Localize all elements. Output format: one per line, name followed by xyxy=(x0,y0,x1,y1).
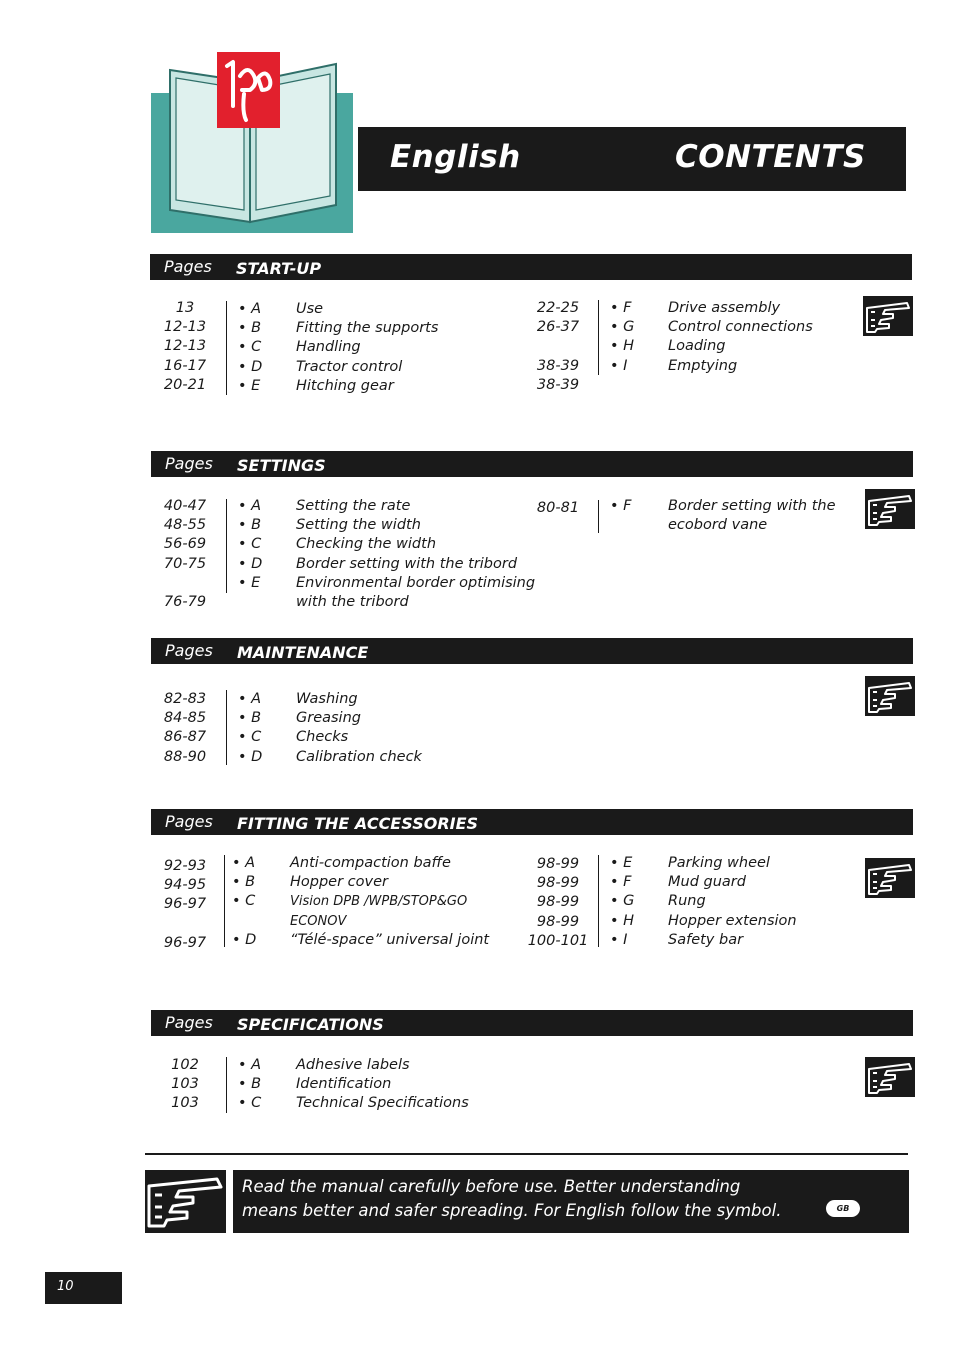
page-numbers-column xyxy=(518,855,598,951)
item-labels-column xyxy=(296,300,438,396)
item-letter: • E xyxy=(238,377,261,394)
page-number: 100-101 xyxy=(527,932,589,949)
page-number: 88-90 xyxy=(163,748,207,765)
pages-label: Pages xyxy=(165,812,213,831)
page-number: 86-87 xyxy=(163,729,207,746)
page-number: 98-99 xyxy=(536,856,580,872)
item-letters-column xyxy=(238,1056,261,1114)
page-numbers-column xyxy=(145,690,225,767)
toc-item-link[interactable]: Rung xyxy=(668,893,706,910)
pages-label: Pages xyxy=(165,641,213,660)
language-title: English xyxy=(390,139,521,175)
item-letters-column xyxy=(610,854,634,950)
item-letter: • F xyxy=(610,498,632,514)
item-labels-column xyxy=(668,299,813,376)
toc-item-link[interactable]: ECONOV xyxy=(290,913,347,929)
pointing-hand-icon xyxy=(865,489,915,529)
page-number: 56-69 xyxy=(163,536,207,553)
page-number: 82-83 xyxy=(163,691,207,707)
page-number: 16-17 xyxy=(163,357,207,374)
toc-item-link[interactable]: Control connections xyxy=(668,319,813,336)
page-numbers-column xyxy=(145,497,225,612)
item-letter: • A xyxy=(238,691,262,707)
item-letter: • F xyxy=(610,874,632,891)
toc-item-link[interactable]: Parking wheel xyxy=(668,855,770,871)
toc-item-link[interactable]: Hopper cover xyxy=(290,874,388,891)
item-letters-column xyxy=(238,497,262,593)
item-letters-column xyxy=(610,497,632,516)
page-number: 12-13 xyxy=(163,319,207,336)
pointing-hand-icon xyxy=(863,296,913,336)
item-letter: • D xyxy=(238,748,263,765)
pointing-hand-icon xyxy=(865,1057,915,1097)
page-number: 26-37 xyxy=(536,319,580,336)
toc-item-link[interactable]: Handling xyxy=(296,339,361,356)
language-badge: GB xyxy=(826,1200,860,1217)
pointing-hand-icon xyxy=(865,676,915,716)
page-number: 84-85 xyxy=(163,710,207,727)
page-numbers-column xyxy=(518,499,598,518)
section-bar-maintenance xyxy=(151,638,913,664)
page-number: 48-55 xyxy=(163,517,207,534)
toc-item-link[interactable]: Anti-compaction baffe xyxy=(290,855,451,871)
toc-item-link[interactable]: Hitching gear xyxy=(296,377,394,394)
item-letter: • C xyxy=(238,1095,262,1112)
section-title: START-UP xyxy=(236,259,322,278)
item-letter: • A xyxy=(238,1057,262,1073)
item-letter: • C xyxy=(238,536,262,553)
pointing-hand-icon xyxy=(145,1170,226,1233)
page-numbers-column xyxy=(145,1056,225,1114)
item-labels-column xyxy=(668,854,797,950)
page-number: 20-21 xyxy=(163,376,207,393)
column-divider xyxy=(598,500,599,533)
toc-item-link[interactable]: Loading xyxy=(668,338,726,355)
page-numbers-column xyxy=(145,299,225,395)
toc-item-link[interactable]: Hopper extension xyxy=(668,912,797,929)
page-number: 12-13 xyxy=(163,338,207,355)
item-letter: • B xyxy=(238,1076,262,1093)
item-letters-column xyxy=(238,690,262,767)
page-number: 92-93 xyxy=(163,858,207,874)
page-number: 103 xyxy=(171,1095,199,1112)
page-number xyxy=(145,574,225,593)
item-letter: • G xyxy=(610,319,635,336)
toc-item-link[interactable]: Use xyxy=(296,301,324,317)
toc-item-link[interactable]: Environmental border optimising xyxy=(296,574,536,591)
item-letter: • D xyxy=(232,931,257,948)
section-title: FITTING THE ACCESSORIES xyxy=(237,814,479,833)
item-letters-column xyxy=(238,300,262,396)
page-number xyxy=(518,337,598,356)
section-title: SPECIFICATIONS xyxy=(237,1015,384,1034)
page-number-label: 10 xyxy=(57,1279,74,1294)
pages-label: Pages xyxy=(164,257,212,276)
company-logo xyxy=(217,52,280,128)
item-letter: • B xyxy=(238,710,262,727)
page-number: 40-47 xyxy=(163,498,207,514)
item-labels-column xyxy=(296,690,422,767)
item-letter xyxy=(232,912,256,931)
safety-note-line: means better and safer spreading. For English follow the symbol. xyxy=(242,1200,782,1220)
footer-divider xyxy=(145,1153,908,1155)
section-bar-specifications xyxy=(151,1010,913,1036)
pointing-hand-icon xyxy=(865,858,915,898)
column-divider xyxy=(226,301,227,395)
toc-item-link[interactable]: Tractor control xyxy=(296,358,403,375)
toc-item-link[interactable]: Calibration check xyxy=(296,748,422,765)
page-numbers-column xyxy=(145,857,225,953)
item-letter: • G xyxy=(610,893,635,910)
column-divider xyxy=(226,690,227,765)
page-number: 13 xyxy=(175,300,195,316)
page-number: 94-95 xyxy=(163,877,207,894)
toc-item-link[interactable]: Mud guard xyxy=(668,874,746,891)
column-divider xyxy=(224,855,225,947)
item-letter: • E xyxy=(610,855,633,871)
pages-label: Pages xyxy=(165,1013,213,1032)
item-letter: • F xyxy=(610,300,632,316)
item-letters-column xyxy=(232,854,256,950)
toc-item-link[interactable]: Checks xyxy=(296,729,349,746)
item-letter: • C xyxy=(232,893,256,910)
page-number: 98-99 xyxy=(536,894,580,911)
page-number: 22-25 xyxy=(536,300,580,316)
toc-item-link[interactable]: Checking the width xyxy=(296,536,437,553)
toc-item-link[interactable]: Border setting with the tribord xyxy=(296,555,518,572)
item-letter: • B xyxy=(238,517,262,534)
toc-item-link[interactable]: Emptying xyxy=(668,357,738,374)
page-number: 103 xyxy=(171,1076,199,1093)
item-letter: • A xyxy=(238,498,262,514)
page-number: 38-39 xyxy=(536,357,580,374)
item-letter: • D xyxy=(238,555,263,572)
section-bar-settings xyxy=(151,451,913,477)
item-letter: • I xyxy=(610,357,628,374)
item-letter: • C xyxy=(238,729,262,746)
item-labels-column xyxy=(290,854,489,950)
manual-book-illustration xyxy=(150,50,356,236)
column-divider xyxy=(598,300,599,375)
item-letter: • H xyxy=(610,338,635,355)
toc-item-link[interactable]: Identification xyxy=(296,1076,392,1093)
toc-item-link[interactable]: ecobord vane xyxy=(668,517,768,534)
item-letter: • C xyxy=(238,339,262,356)
item-letters-column xyxy=(610,299,634,376)
toc-item-link[interactable]: Safety bar xyxy=(668,931,744,948)
item-labels-column xyxy=(296,497,535,612)
page-number: 98-99 xyxy=(536,913,580,930)
toc-item-link[interactable]: Setting the rate xyxy=(296,498,411,514)
section-bar-fitting-the-accessories xyxy=(151,809,913,835)
item-labels-column xyxy=(668,497,836,535)
page-number: 102 xyxy=(171,1057,199,1073)
toc-item-link[interactable]: with the tribord xyxy=(296,594,409,611)
item-letter: • A xyxy=(238,301,262,317)
section-title: MAINTENANCE xyxy=(237,643,369,662)
safety-note-line: Read the manual carefully before use. Better understanding xyxy=(242,1177,741,1196)
section-title: SETTINGS xyxy=(237,456,326,475)
page-number: 98-99 xyxy=(536,875,580,892)
item-letter: • D xyxy=(238,358,263,375)
pages-label: Pages xyxy=(165,454,213,473)
safety-note xyxy=(242,1175,781,1222)
page-number xyxy=(145,915,225,934)
safety-note-box xyxy=(233,1170,909,1233)
page-numbers-column xyxy=(518,299,598,395)
page-number: 76-79 xyxy=(163,594,207,610)
toc-item-link[interactable]: Washing xyxy=(296,691,358,707)
column-divider xyxy=(226,1057,227,1113)
toc-item-link[interactable]: Greasing xyxy=(296,710,361,727)
toc-item-link[interactable]: Setting the width xyxy=(296,517,421,534)
page-number: 70-75 xyxy=(163,555,207,572)
toc-item-link[interactable]: Fitting the supports xyxy=(296,320,439,337)
toc-item-link[interactable]: Adhesive labels xyxy=(296,1057,410,1073)
toc-item-link[interactable]: Border setting with the xyxy=(668,498,836,514)
item-letter: • I xyxy=(610,931,628,948)
column-divider xyxy=(598,855,599,947)
toc-item-link[interactable]: “Télé-space” universal joint xyxy=(290,931,490,948)
page-number: 96-97 xyxy=(163,934,207,951)
item-letter: • B xyxy=(238,320,262,337)
item-letter: • H xyxy=(610,912,635,929)
contents-title: CONTENTS xyxy=(675,139,866,175)
page-number-box xyxy=(45,1272,122,1304)
item-labels-column xyxy=(296,1056,469,1114)
toc-item-link[interactable]: Drive assembly xyxy=(668,300,781,316)
page-number: 80-81 xyxy=(536,500,580,516)
toc-item-link[interactable]: Technical Specifications xyxy=(296,1095,469,1112)
item-letter: • A xyxy=(232,855,256,871)
page-number: 96-97 xyxy=(163,896,207,913)
column-divider xyxy=(226,499,227,593)
toc-item-link[interactable]: Vision DPB /WPB/STOP&GO xyxy=(290,894,468,910)
item-letter: • E xyxy=(238,574,261,591)
item-letter: • B xyxy=(232,874,256,891)
page-number: 38-39 xyxy=(536,376,580,393)
section-bar-start-up xyxy=(150,254,912,280)
